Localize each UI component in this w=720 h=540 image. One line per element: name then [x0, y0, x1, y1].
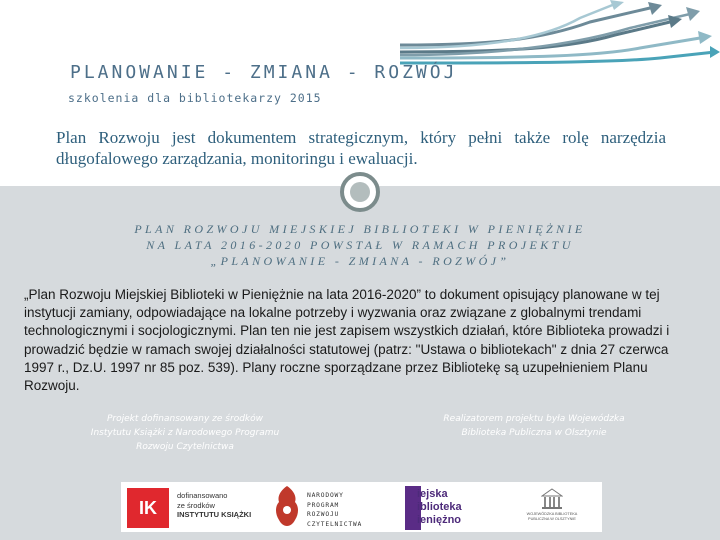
instytut-ksiazki-logo [125, 482, 265, 532]
sponsor-logo-strip [121, 482, 602, 532]
circle-ornament-inner [350, 182, 370, 202]
header-band [0, 0, 720, 118]
arrow-head-3 [698, 31, 712, 44]
wbp-line-2: PUBLICZNA W OLSZTYNIE [528, 517, 576, 521]
ik-logo-mark: IK [127, 488, 169, 528]
wbp-logo-text [511, 512, 593, 522]
heading-line-1: PLAN ROZWOJU MIEJSKIEJ BIBLIOTEKI W PIENIĘŻNIE [134, 222, 586, 236]
header-title: PLANOWANIE - ZMIANA - ROZWÓJ [70, 62, 458, 83]
mbp-line-1: iejska [417, 488, 448, 500]
ik-logo-text [177, 491, 265, 520]
nprc-logo-dot [283, 506, 291, 514]
wbp-line-1: WOJEWÓDZKA BIBLIOTEKA [526, 512, 578, 516]
ik-line-1: dofinansowano [177, 491, 228, 500]
arrow-head-5 [610, 0, 624, 10]
heading-line-2: NA LATA 2016-2020 POWSTAŁ W RAMACH PROJEKTU [146, 238, 574, 252]
section-heading [20, 221, 700, 269]
wbp-column-2 [549, 497, 551, 507]
wbp-building-icon [541, 488, 563, 510]
funding-line-1: Projekt dofinansowany ze środków [106, 414, 263, 424]
mbp-line-3: ieniężno [417, 514, 462, 526]
nprc-logo-text [307, 491, 377, 529]
nprc-logo [271, 482, 375, 532]
mbp-line-2: iblioteka [417, 501, 462, 513]
nprc-line-1: NARODOWY [307, 492, 344, 499]
arrow-line-1 [400, 8, 650, 45]
funding-note [72, 412, 298, 454]
arrow-head-6 [686, 7, 700, 21]
realizer-line-2: Biblioteka Publiczna w Olsztynie [461, 428, 607, 438]
wbp-column-3 [553, 497, 555, 507]
wbp-base [542, 507, 562, 509]
header-subtitle: szkolenia dla bibliotekarzy 2015 [68, 91, 322, 105]
nprc-line-2: PROGRAM [307, 501, 340, 509]
funding-line-2: Instytutu Książki z Narodowego Programu [90, 428, 280, 438]
funding-line-3: Rozwoju Czytelnictwa [136, 442, 234, 452]
mbp-logo-text [417, 488, 475, 527]
ik-line-2: ze środków [177, 500, 215, 510]
circle-ornament [340, 172, 380, 212]
miejska-biblioteka-logo [403, 482, 479, 532]
realizer-note [412, 412, 656, 440]
wbp-roof [542, 489, 562, 496]
wbp-olsztyn-logo [511, 482, 593, 532]
wbp-column-4 [558, 497, 560, 507]
intro-paragraph: Plan Rozwoju jest dokumentem strategicznym, który pełni także rolę narzędzia długofalowego zarządzania, monitoringu i ewaluacji. [56, 128, 666, 168]
arrow-head-4 [710, 46, 720, 58]
wbp-column-1 [544, 497, 546, 507]
nprc-logo-icon [273, 484, 301, 530]
body-paragraph: „Plan Rozwoju Miejskiej Biblioteki w Pieniężnie na lata 2016-2020” to dokument opisujący planowane w tej instytucji zamiany, odpowiadające na lokalne potrzeby i wyzwania oraz związane z globalnymi trendami technologicznymi i socjologicznymi. Plan ten nie jest zapisem wszystkich działań, które Biblioteka prowadzi i prowadzić będzie w ramach swojej działalności statutowej (patrz: "Ustawa o bibliotekach" z dnia 27 czerwca 1997 r., Dz.U. 1997 nr 85 poz. 539). Plany roczne sporządzane przez Bibliotekę są uzupełnieniem Planu Rozwoju. [24, 287, 670, 394]
arrow-head-1 [648, 2, 662, 15]
ik-line-3: INSTYTUTU KSIĄŻKI [177, 510, 252, 519]
nprc-line-3: ROZWOJU [307, 511, 340, 518]
realizer-line-1: Realizatorem projektu była Wojewódzka [443, 414, 625, 424]
heading-line-3: „PLANOWANIE - ZMIANA - ROZWÓJ” [210, 254, 510, 268]
nprc-line-4: CZYTELNICTWA [307, 520, 363, 528]
